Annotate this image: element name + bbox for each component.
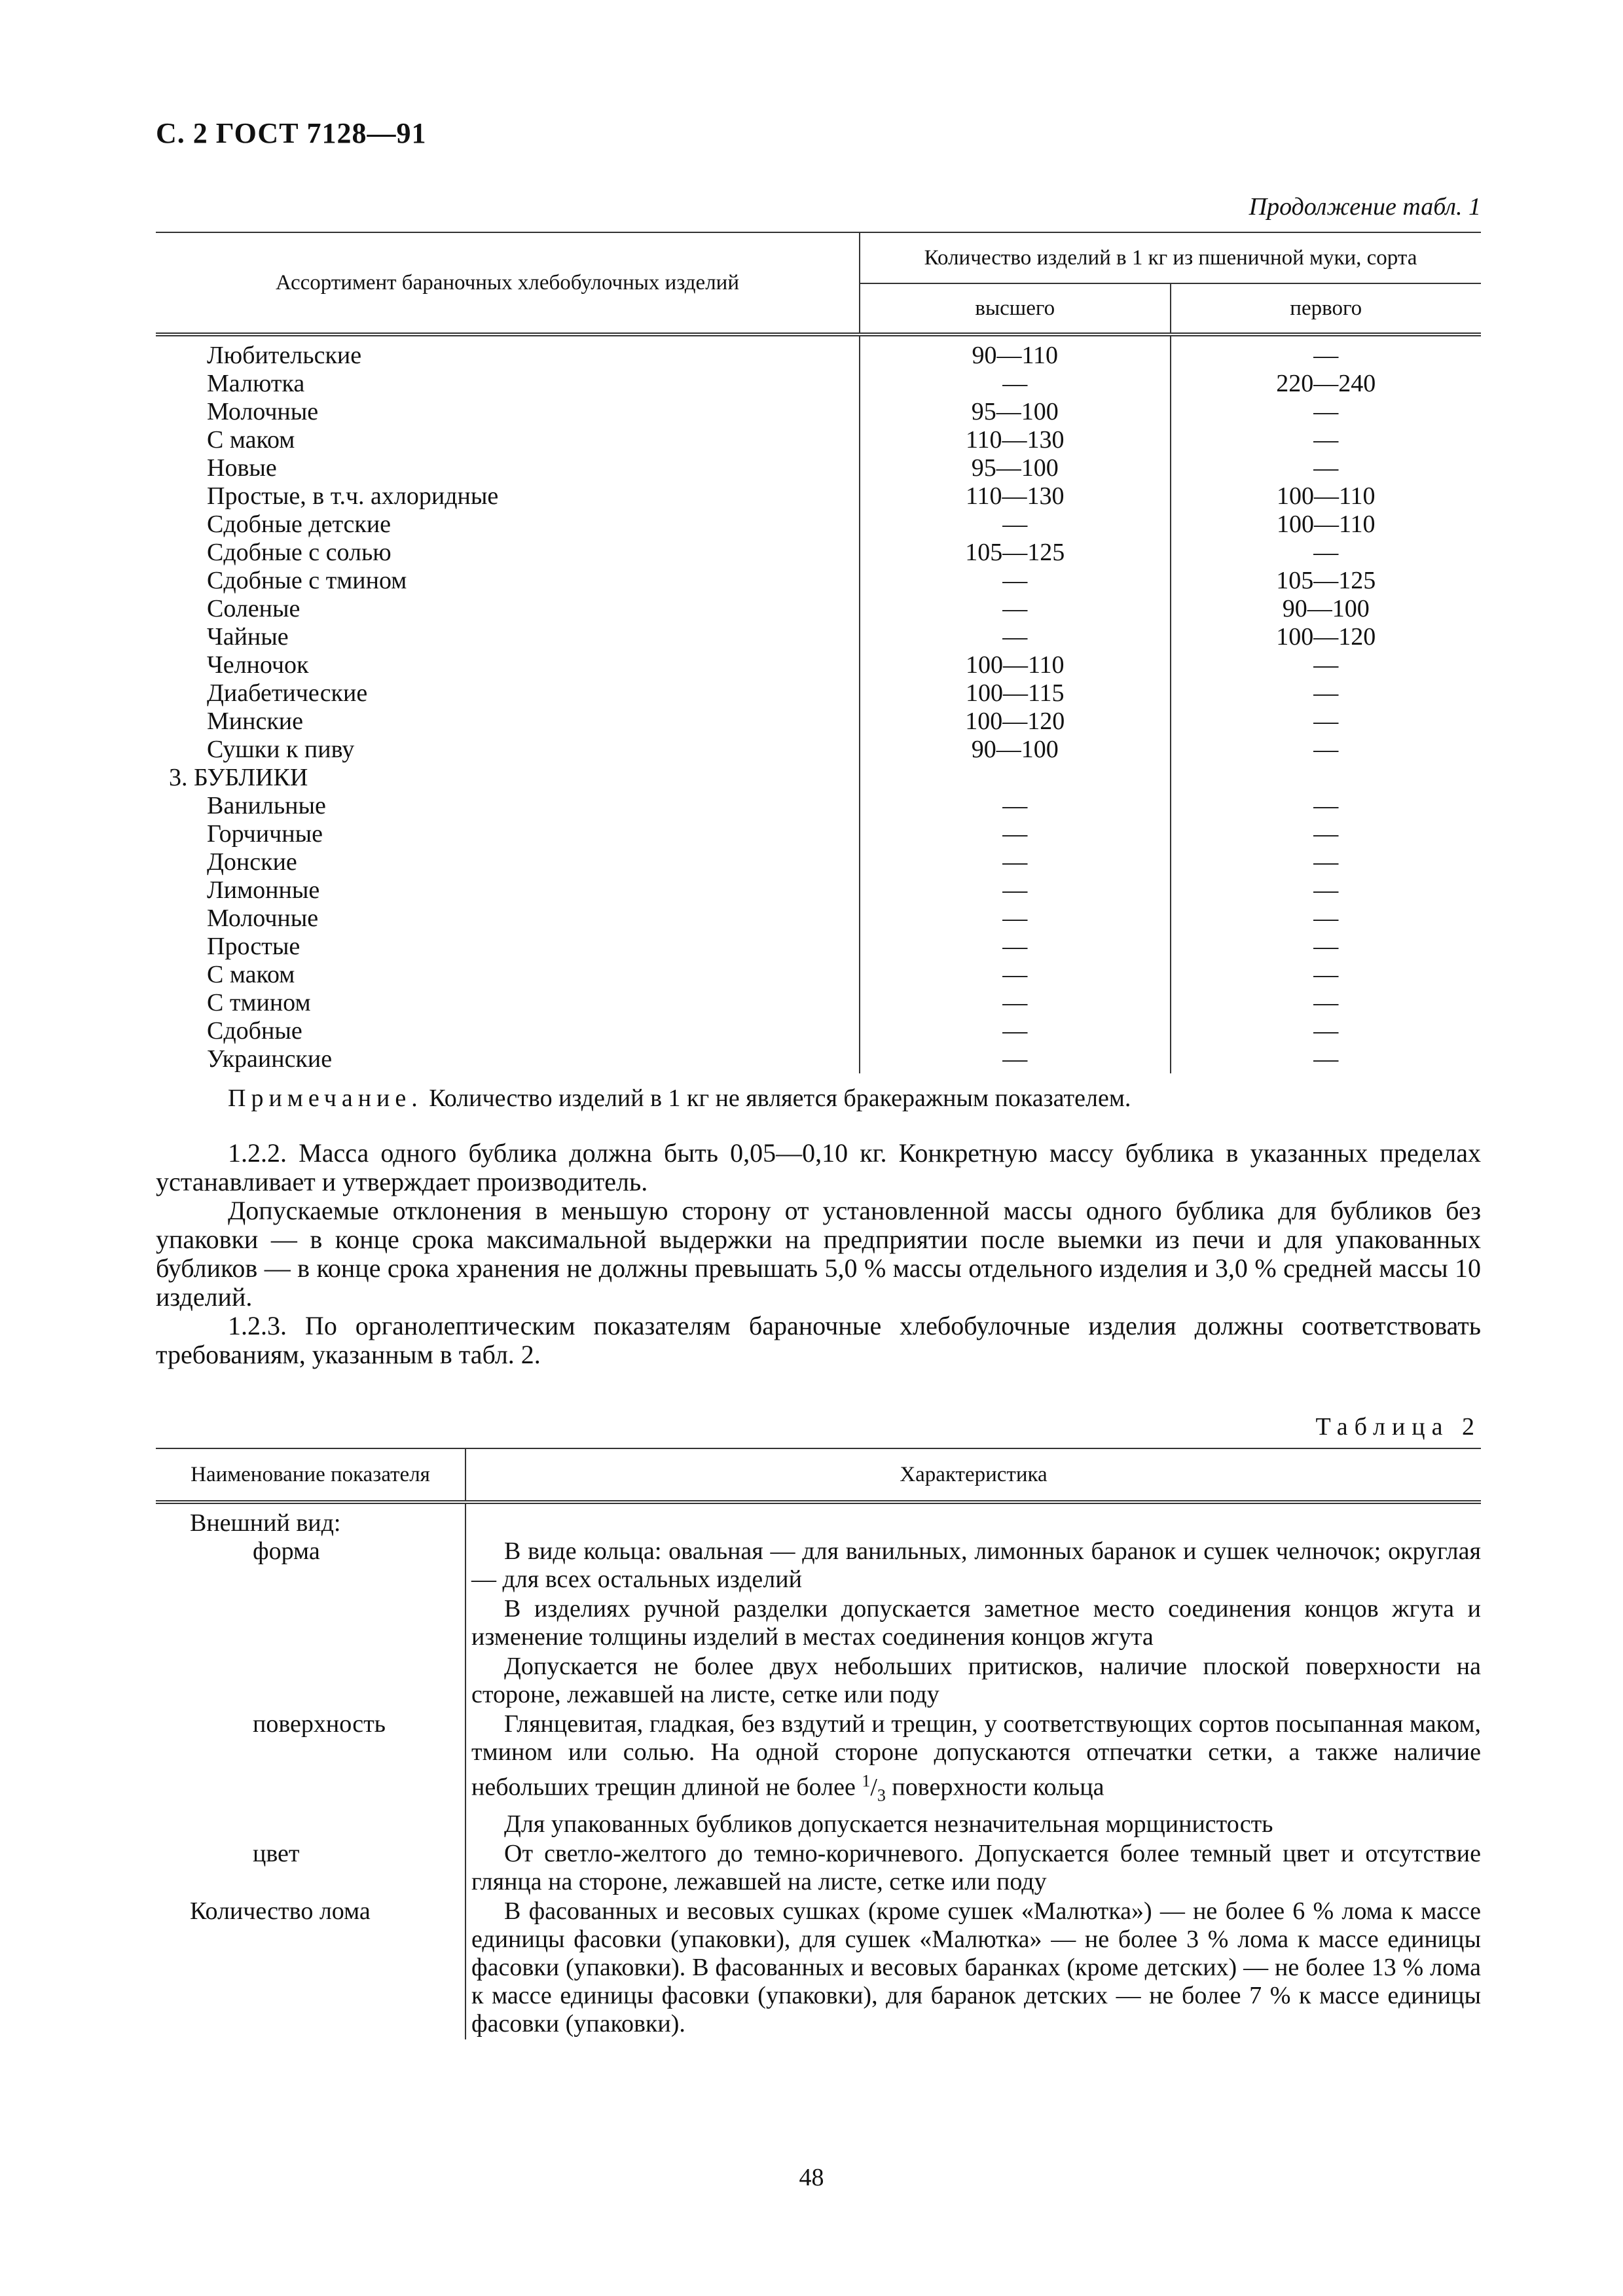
value-top: — bbox=[860, 595, 1171, 623]
table-row bbox=[156, 792, 1481, 820]
table-2-caption: Таблица 2 bbox=[1315, 1413, 1481, 1441]
value-first: — bbox=[1313, 342, 1339, 369]
table-row bbox=[156, 370, 1481, 398]
product-name: Сдобные с тмином bbox=[156, 567, 860, 595]
note-text: Количество изделий в 1 кг не является бракеражным показателем. bbox=[422, 1085, 1131, 1112]
table-continuation-label: Продолжение табл. 1 bbox=[1249, 193, 1481, 221]
table-2 bbox=[156, 1448, 1481, 2039]
table-row bbox=[156, 426, 1481, 454]
value-top: 100—120 bbox=[860, 708, 1171, 736]
value-top: 95—100 bbox=[860, 398, 1171, 426]
indicator-surface: поверхность bbox=[253, 1710, 386, 1738]
page-header: С. 2 ГОСТ 7128—91 bbox=[156, 117, 427, 149]
table-1 bbox=[156, 232, 1481, 1073]
value-first: — bbox=[1313, 1045, 1339, 1073]
color-text: От светло-желтого до темно-коричневого. Допускается более темный цвет и отсутствие глянца на стороне, лежавшей на листе, сетке или поду bbox=[471, 1840, 1481, 1896]
value-first: 100—110 bbox=[1276, 511, 1376, 538]
product-name: Сдобные детские bbox=[156, 511, 860, 539]
table-row bbox=[156, 398, 1481, 426]
value-first: — bbox=[1313, 736, 1339, 763]
value-first: — bbox=[1313, 989, 1339, 1016]
paragraph-1-2-2: 1.2.2. Масса одного бублика должна быть 0,05—0,10 кг. Конкретную массу бублика в указанных пределах устанавливает и утверждает производитель. bbox=[156, 1138, 1481, 1196]
table-row bbox=[156, 454, 1481, 482]
value-top: 90—110 bbox=[860, 334, 1171, 370]
table-row bbox=[156, 1537, 1481, 1710]
value-top: — bbox=[860, 1017, 1171, 1045]
table-row bbox=[156, 905, 1481, 933]
table-row bbox=[156, 876, 1481, 905]
product-name: С маком bbox=[156, 426, 860, 454]
product-name: Украинские bbox=[156, 1045, 860, 1073]
value-first: — bbox=[1313, 1017, 1339, 1045]
col-indicator: Наименование показателя bbox=[156, 1448, 465, 1502]
value-first: — bbox=[1313, 792, 1339, 819]
col-characteristic: Характеристика bbox=[465, 1448, 1481, 1502]
form-text-2: В изделиях ручной разделки допускается заметное место соединения концов жгута и изменение толщины изделий в местах соединения концов жгута bbox=[471, 1595, 1481, 1651]
product-name: Лимонные bbox=[156, 876, 860, 905]
product-name: Молочные bbox=[156, 398, 860, 426]
paragraph-deviations: Допускаемые отклонения в меньшую сторону от установленной массы одного бублика для бубликов без упаковки — в конце срока максимальной выдержки на предприятии после выемки из печи и для упакованных бубликов — в конце срока хранения не должны превышать 5,0 % массы отдельного изделия и 3,0 % средней массы 10 изделий. bbox=[156, 1196, 1481, 1312]
indicator-appearance: Внешний вид: bbox=[190, 1509, 341, 1537]
section-row bbox=[156, 764, 1481, 792]
value-first: — bbox=[1313, 876, 1339, 904]
value-top: 105—125 bbox=[860, 539, 1171, 567]
product-name: Сдобные с солью bbox=[156, 539, 860, 567]
table-row bbox=[156, 1840, 1481, 1897]
value-top: — bbox=[860, 905, 1171, 933]
value-top: 95—100 bbox=[860, 454, 1171, 482]
col-grade-top: высшего bbox=[860, 283, 1171, 334]
breakage-text: В фасованных и весовых сушках (кроме сушек «Малютка») — не более 6 % лома к массе единицы фасовки (упаковки), для сушек «Малютка» — не более 3 % лома к массе единицы фасовки (упаковки). В фасованных и весовых баранках (кроме детских) — не более 13 % лома к массе единицы фасовки (упаковки), для баранок детских — не более 7 % к массе единицы фасовки (упаковки). bbox=[471, 1897, 1481, 2038]
table-1-note bbox=[228, 1084, 1131, 1113]
table-row bbox=[156, 1897, 1481, 2039]
value-top: — bbox=[860, 876, 1171, 905]
page-number: 48 bbox=[799, 2164, 824, 2191]
section-title: 3. БУБЛИКИ bbox=[156, 764, 860, 792]
product-name: Простые bbox=[156, 933, 860, 961]
value-top: — bbox=[860, 933, 1171, 961]
fraction-one-third: $^1/_3$ bbox=[862, 1771, 886, 1805]
table-row bbox=[156, 933, 1481, 961]
value-first: — bbox=[1313, 679, 1339, 707]
value-top bbox=[860, 764, 1171, 792]
product-name: Донские bbox=[156, 848, 860, 876]
table-row bbox=[156, 334, 1481, 370]
product-name: Соленые bbox=[156, 595, 860, 623]
product-name: Челночок bbox=[156, 651, 860, 679]
table-row bbox=[156, 511, 1481, 539]
value-top: 100—115 bbox=[860, 679, 1171, 708]
paragraph-1-2-3: 1.2.3. По органолептическим показателям бараночные хлебобулочные изделия должны соответствовать требованиям, указанным в табл. 2. bbox=[156, 1311, 1481, 1369]
product-name: Любительские bbox=[156, 334, 860, 370]
value-first: — bbox=[1313, 933, 1339, 960]
value-top: — bbox=[860, 370, 1171, 398]
value-top: — bbox=[860, 792, 1171, 820]
product-name: Молочные bbox=[156, 905, 860, 933]
value-top: — bbox=[860, 1045, 1171, 1073]
product-name: Новые bbox=[156, 454, 860, 482]
product-name: С тмином bbox=[156, 989, 860, 1017]
note-label: Примечание. bbox=[228, 1085, 423, 1112]
product-name: Минские bbox=[156, 708, 860, 736]
value-first: 90—100 bbox=[1282, 595, 1370, 622]
value-first: — bbox=[1313, 539, 1339, 566]
table-row bbox=[156, 595, 1481, 623]
value-first: — bbox=[1313, 820, 1339, 848]
value-top: 110—130 bbox=[860, 426, 1171, 454]
table-row bbox=[156, 708, 1481, 736]
surface-text-2: Для упакованных бубликов допускается незначительная морщинистость bbox=[504, 1810, 1273, 1839]
value-first: — bbox=[1313, 905, 1339, 932]
value-first: 100—110 bbox=[1276, 482, 1376, 510]
product-name: Сдобные bbox=[156, 1017, 860, 1045]
value-first: — bbox=[1313, 708, 1339, 735]
col-grade-first: первого bbox=[1171, 283, 1482, 334]
value-first: 105—125 bbox=[1276, 567, 1376, 594]
table-row bbox=[156, 736, 1481, 764]
value-first: — bbox=[1313, 848, 1339, 876]
table-row bbox=[156, 679, 1481, 708]
value-top: — bbox=[860, 820, 1171, 848]
indicator-color: цвет bbox=[253, 1840, 300, 1868]
value-first: 220—240 bbox=[1276, 370, 1376, 397]
col-quantity: Количество изделий в 1 кг из пшеничной муки, сорта bbox=[860, 232, 1481, 283]
value-first bbox=[1171, 764, 1482, 792]
value-first: — bbox=[1313, 426, 1339, 454]
value-top: — bbox=[860, 567, 1171, 595]
table-row bbox=[156, 651, 1481, 679]
table-row bbox=[156, 482, 1481, 511]
table-1-body bbox=[156, 334, 1481, 1073]
table-row bbox=[156, 623, 1481, 651]
value-top: 90—100 bbox=[860, 736, 1171, 764]
table-row bbox=[156, 961, 1481, 989]
col-assortment: Ассортимент бараночных хлебобулочных изделий bbox=[156, 232, 860, 334]
value-first: 100—120 bbox=[1276, 623, 1376, 651]
table-row bbox=[156, 989, 1481, 1017]
value-first: — bbox=[1313, 454, 1339, 482]
value-top: — bbox=[860, 848, 1171, 876]
product-name: Ванильные bbox=[156, 792, 860, 820]
table-row bbox=[156, 1710, 1481, 1840]
value-top: — bbox=[860, 511, 1171, 539]
form-text-3: Допускается не более двух небольших притисков, наличие плоской поверхности на стороне, лежавшей на листе, сетке или поду bbox=[471, 1653, 1481, 1708]
product-name: Горчичные bbox=[156, 820, 860, 848]
table-row bbox=[156, 848, 1481, 876]
product-name: Малютка bbox=[156, 370, 860, 398]
form-text-1: В виде кольца: овальная — для ванильных, лимонных баранок и сушек челночок; округлая — для всех остальных изделий bbox=[471, 1537, 1481, 1593]
indicator-form: форма bbox=[253, 1537, 320, 1565]
value-top: — bbox=[860, 989, 1171, 1017]
table-row bbox=[156, 539, 1481, 567]
surface-text-1: Глянцевитая, гладкая, без вздутий и трещин, у соответствующих сортов посыпанная маком, тмином или солью. На одной стороне допускаются отпечатки сетки, а также наличие небольших трещин длиной не более $^1/_3$ поверхности кольца bbox=[471, 1710, 1481, 1805]
value-first: — bbox=[1313, 398, 1339, 425]
value-top: — bbox=[860, 623, 1171, 651]
value-top: 110—130 bbox=[860, 482, 1171, 511]
table-row bbox=[156, 1017, 1481, 1045]
table-row bbox=[156, 1502, 1481, 1537]
value-top: — bbox=[860, 961, 1171, 989]
product-name: Простые, в т.ч. ахлоридные bbox=[156, 482, 860, 511]
table-row bbox=[156, 820, 1481, 848]
table-row bbox=[156, 567, 1481, 595]
value-top: 100—110 bbox=[860, 651, 1171, 679]
product-name: Сушки к пиву bbox=[156, 736, 860, 764]
indicator-breakage: Количество лома bbox=[190, 1897, 371, 1926]
table-row bbox=[156, 1045, 1481, 1073]
value-first: — bbox=[1313, 961, 1339, 988]
product-name: С маком bbox=[156, 961, 860, 989]
product-name: Диабетические bbox=[156, 679, 860, 708]
value-first: — bbox=[1313, 651, 1339, 679]
product-name: Чайные bbox=[156, 623, 860, 651]
